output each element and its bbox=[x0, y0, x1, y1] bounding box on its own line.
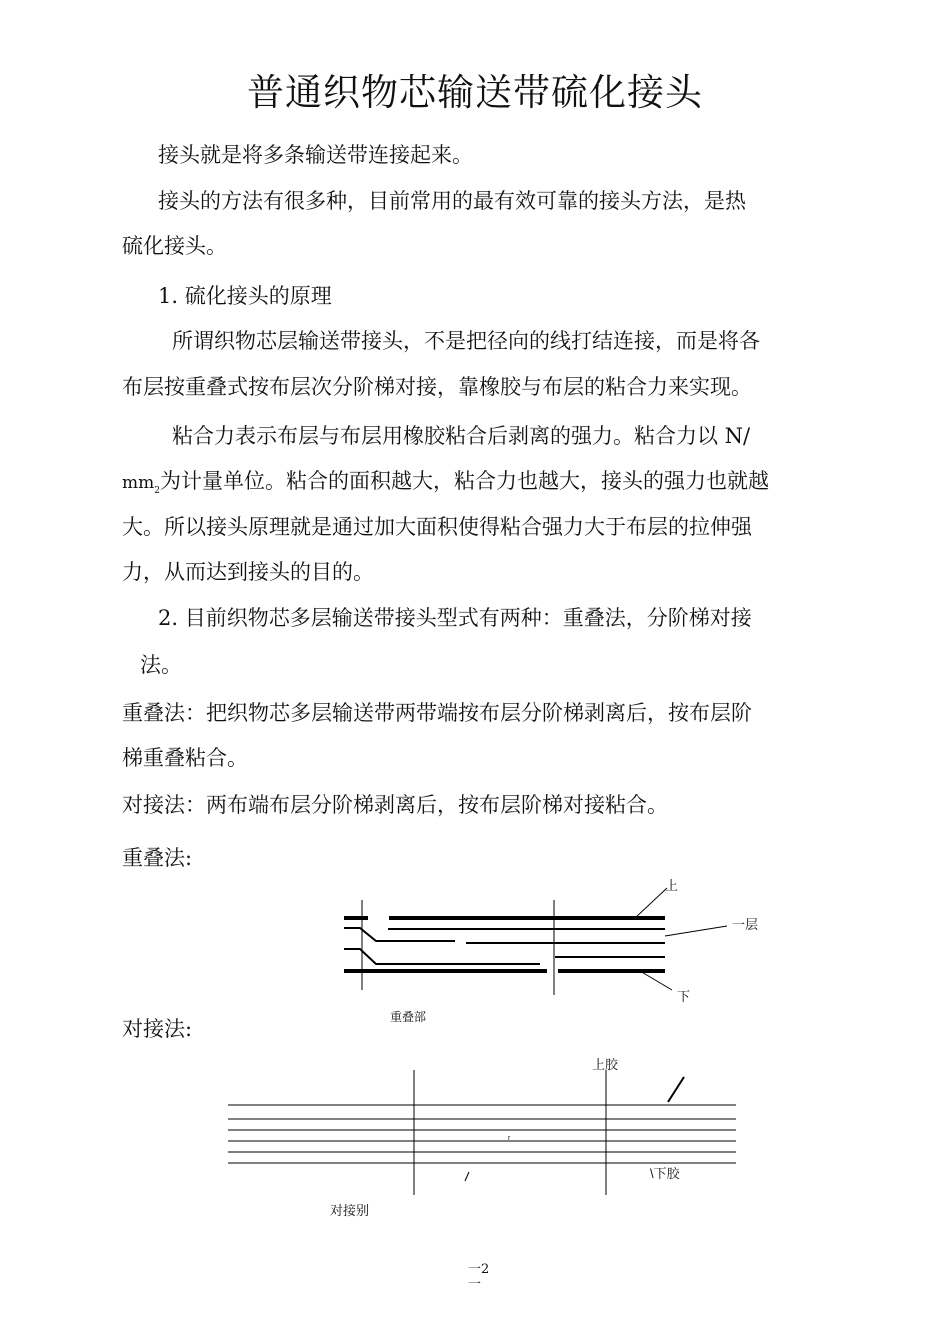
paragraph-line: 所谓织物芯层输送带接头，不是把径向的线打结连接，而是将各 bbox=[172, 329, 760, 353]
paragraph-line: 重叠法：把织物芯多层输送带两带端按布层分阶梯剥离后，按布层阶 bbox=[122, 701, 752, 725]
overlap-layers bbox=[344, 888, 727, 995]
figure-heading-overlap: 重叠法: bbox=[122, 846, 193, 870]
paragraph-line: 粘合力表示布层与布层用橡胶粘合后剥离的强力。粘合力以 N/ bbox=[172, 424, 751, 448]
paragraph-text: 为计量单位。粘合的面积越大，粘合力也越大，接头的强力也就越 bbox=[159, 469, 769, 493]
overlap-label-middle: 一层 bbox=[732, 917, 759, 932]
layer-line bbox=[344, 949, 540, 964]
overlap-caption: 重叠部 bbox=[390, 1010, 427, 1024]
unit-text: mm bbox=[122, 473, 155, 493]
paragraph-line: 硫化接头。 bbox=[122, 234, 227, 258]
paragraph-line: 接头的方法有很多种，目前常用的最有效可靠的接头方法，是热 bbox=[158, 189, 746, 213]
page-footer bbox=[468, 1262, 489, 1292]
page-number: 一2 bbox=[468, 1262, 490, 1277]
leader-line bbox=[635, 888, 667, 918]
section-heading: 1. 硫化接头的原理 bbox=[158, 284, 332, 308]
leader-line bbox=[640, 971, 672, 990]
figure-heading-butt: 对接法: bbox=[122, 1017, 193, 1041]
butt-caption: 对接别 bbox=[330, 1203, 370, 1218]
section-heading: 2. 目前织物芯多层输送带接头型式有两种：重叠法，分阶梯对接 bbox=[158, 606, 752, 630]
paragraph-line: 力，从而达到接头的目的。 bbox=[122, 560, 374, 584]
paragraph-line: 大。所以接头原理就是通过加大面积使得粘合强力大于布层的拉伸强 bbox=[122, 515, 752, 539]
paragraph-line: 接头就是将多条输送带连接起来。 bbox=[158, 143, 473, 167]
leader-line bbox=[465, 1172, 469, 1181]
paragraph-line bbox=[122, 466, 769, 506]
leader-line bbox=[665, 926, 727, 936]
butt-label-top: 上胶 bbox=[592, 1057, 619, 1072]
butt-center-mark: r bbox=[508, 1135, 511, 1142]
footer-dash: 一 bbox=[468, 1277, 482, 1292]
paragraph-line: 布层按重叠式按布层次分阶梯对接，靠橡胶与布层的粘合力来实现。 bbox=[122, 375, 752, 399]
butt-label-bottom: \下胶 bbox=[650, 1166, 680, 1181]
document-title: 普通织物芯输送带硫化接头 bbox=[247, 71, 703, 114]
paragraph-line: 法。 bbox=[140, 653, 182, 677]
layer-line bbox=[344, 928, 455, 941]
overlap-label-top: 上 bbox=[665, 878, 679, 893]
overlap-label-bottom: 下 bbox=[677, 989, 691, 1004]
paragraph-line: 梯重叠粘合。 bbox=[122, 746, 248, 770]
unit-superscript: 2 bbox=[154, 486, 160, 497]
leader-line bbox=[668, 1077, 684, 1102]
paragraph-line: 对接法：两布端布层分阶梯剥离后，按布层阶梯对接粘合。 bbox=[122, 793, 668, 817]
